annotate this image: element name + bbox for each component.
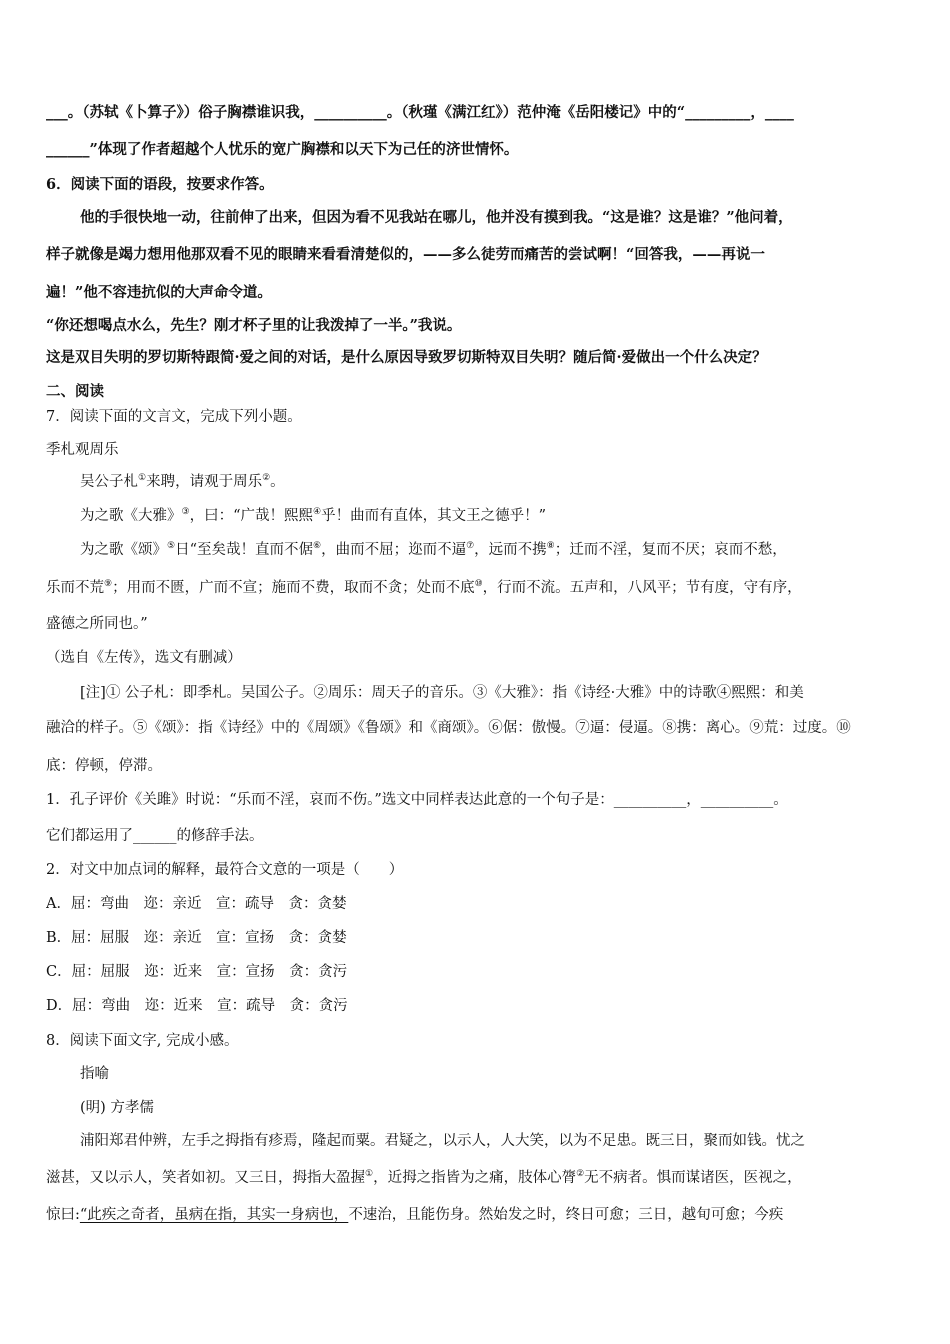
q8-text-line-3 (46, 1205, 908, 1225)
text-span: 日“至矣哉！直而不倨 (175, 542, 313, 558)
text-span: 为之歌《大雅》 (80, 508, 182, 524)
text-span: 为之歌《颂》 (80, 542, 167, 558)
q7-sub2-prompt: 2．对文中加点词的解释，最符合文意的一项是（ ） (46, 862, 404, 878)
q7-option-d: D．屈：弯曲 迩：近来 宣：疏导 贪：贪污 (46, 998, 348, 1014)
q7-text-line-2 (80, 506, 908, 526)
q6-passage-reply: “你还想喝点水么，先生？刚才杯子里的让我泼掉了一半。”我说。 (46, 317, 462, 334)
footnote-mark: ② (576, 1169, 585, 1180)
q8-text-line-2 (46, 1168, 908, 1188)
underlined-sentence: “此疾之奇者，虽病在指，其实一身病也， (79, 1207, 349, 1223)
footnote-mark: ② (262, 473, 271, 484)
q7-sub1-line-2: 它们都运用了______的修辞手法。 (46, 828, 264, 844)
q5-line-2: ______”体现了作者超越个人忧乐的宽广胸襟和以天下为己任的济世情怀。 (46, 141, 519, 158)
text-span: ，近拇之指皆为之痛，肢体心膂 (373, 1170, 577, 1186)
text-span: 乎！曲而有直体，其文王之德乎！” (321, 508, 546, 524)
q7-source: （选自《左传》，选文有删减） (46, 650, 242, 666)
text-span: 惊曰: (46, 1207, 80, 1223)
footnote-mark: ⑦ (466, 541, 475, 552)
q7-option-c: C．屈：屈服 迩：近来 宣：宣扬 贪：贪污 (46, 964, 348, 980)
q8-title: 指喻 (80, 1066, 109, 1082)
q7-text-line-4 (46, 578, 908, 598)
footnote-mark: ④ (313, 507, 322, 518)
text-span: 。 (270, 474, 285, 490)
text-span: ；用而不匮，广而不宣；施而不费，取而不贪；处而不底 (112, 580, 475, 596)
q7-option-a: A．屈：弯曲 迩：亲近 宣：疏导 贪：贪婪 (46, 896, 347, 912)
footnote-mark: ① (138, 473, 147, 484)
text-span: 滋甚，又以示人，笑者如初。又三日，拇指大盈握 (46, 1170, 365, 1186)
q6-passage-line-2: 样子就像是竭力想用他那双看不见的眼睛来看看清楚似的，——多么徒劳而痛苦的尝试啊！“回答我，——再说一 (46, 246, 765, 263)
footnote-mark: ⑥ (313, 541, 322, 552)
text-span: 乐而不荒 (46, 580, 104, 596)
q7-note-line-1: [注]① 公子札：即季札。吴国公子。②周乐：周天子的音乐。③《大雅》：指《诗经·大雅》中的诗歌④熙熙：和美 (80, 685, 804, 701)
q6-passage-line-1: 他的手很快地一动，往前伸了出来，但因为看不见我站在哪儿，他并没有摸到我。“这是谁？这是谁？”他问着， (80, 209, 793, 226)
q6-prompt: 6．阅读下面的语段，按要求作答。 (46, 176, 274, 193)
q7-title: 季札观周乐 (46, 442, 119, 458)
q8-prompt: 8．阅读下面文字, 完成小感。 (46, 1033, 239, 1049)
q7-note-line-2: 融洽的样子。⑤《颂》：指《诗经》中的《周颂》《鲁颂》和《商颂》。⑥倨：傲慢。⑦逼：侵逼。⑧携：离心。⑨荒：过度。⑩ (46, 720, 851, 736)
q8-text-line-1: 浦阳郑君仲辨，左手之拇指有疹焉，隆起而粟。君疑之，以示人，人大笑，以为不足患。既三日，聚而如钱。忧之 (80, 1133, 805, 1149)
text-span: ，远而不携 (474, 542, 547, 558)
q7-text-line-3 (80, 540, 908, 560)
text-span: 来聘，请观于周乐 (146, 474, 263, 490)
q7-note-line-3: 底：停顿，停滞。 (46, 758, 162, 774)
text-span: 吴公子札 (80, 474, 138, 490)
text-span: ，行而不流。五声和，八风平；节有度，守有序， (482, 580, 802, 596)
q5-line-1: ___。（苏轼《卜算子》）俗子胸襟谁识我，__________。（秋瑾《满江红》）范仲淹《岳阳楼记》中的“_________，____ (46, 104, 794, 121)
section-heading: 二、阅读 (46, 383, 104, 400)
q8-author: (明) 方孝儒 (80, 1100, 154, 1116)
text-span: ；迁而不淫，复而不厌；哀而不愁， (554, 542, 787, 558)
q6-question: 这是双目失明的罗切斯特跟简·爱之间的对话，是什么原因导致罗切斯特双目失明？随后简·爱做出一个什么决定？ (46, 349, 767, 366)
footnote-mark: ⑩ (474, 579, 483, 590)
q6-passage-line-3: 遍！”他不容违抗似的大声命令道。 (46, 284, 272, 301)
footnote-mark: ⑨ (104, 579, 113, 590)
footnote-mark: ③ (181, 507, 190, 518)
text-span: 无不病者。惧而谋诸医，医视之， (584, 1170, 802, 1186)
text-span: 不速治，且能伤身。然始发之时，终日可愈；三日，越旬可愈；今疾 (348, 1207, 784, 1223)
q7-sub1-line-1: 1．孔子评价《关雎》时说：“乐而不淫，哀而不伤。”选文中同样表达此意的一个句子是：__________，__________。 (46, 792, 788, 808)
footnote-mark: ① (365, 1169, 374, 1180)
footnote-mark: ⑤ (167, 541, 176, 552)
q7-text-line-5: 盛德之所同也。” (46, 616, 148, 632)
q7-option-b: B．屈：屈服 迩：亲近 宣：宣扬 贪：贪婪 (46, 930, 347, 946)
q7-prompt: 7．阅读下面的文言文，完成下列小题。 (46, 409, 302, 425)
text-span: ，曰：“广哉！熙熙 (189, 508, 313, 524)
text-span: ，曲而不屈；迩而不逼 (321, 542, 467, 558)
q7-text-line-1 (80, 472, 908, 492)
footnote-mark: ⑧ (546, 541, 555, 552)
